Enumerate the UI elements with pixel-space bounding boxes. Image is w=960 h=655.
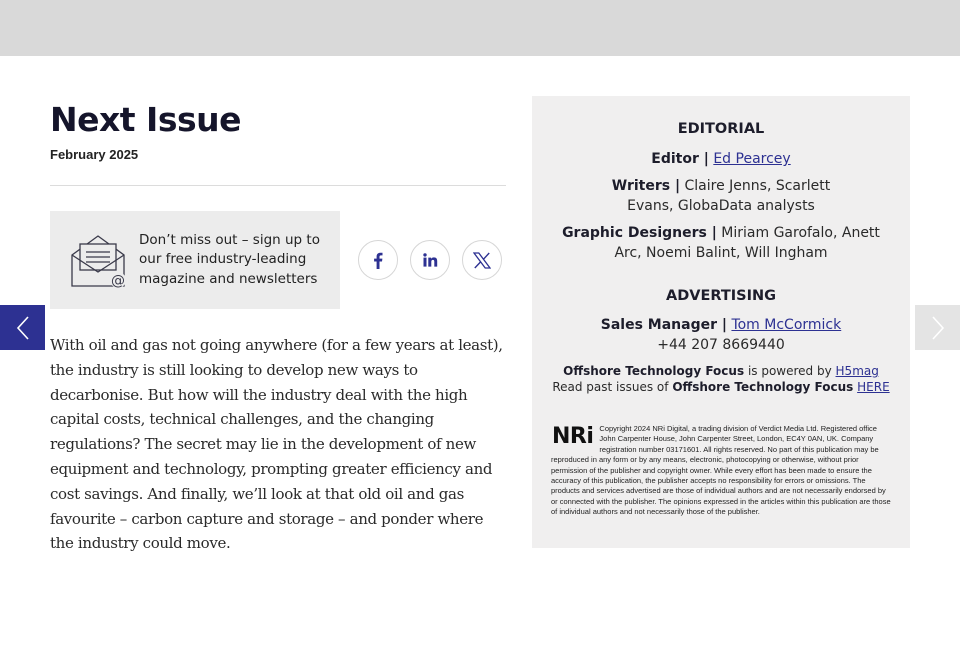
issue-description: With oil and gas not going anywhere (for a few years at least), the industry is still looking to develop new ways to decarbonise. But how will the industry deal with the high capital costs, technical challenges, and the changing regulations? The secret may lie in the development of new equipment and technology, prompting greater efficiency and cost savings. And finally, we’ll look at that old oil and gas favourite – carbon capture and storage – and ponder where the industry could move. [50, 336, 503, 553]
sales-manager-credit [532, 316, 910, 336]
x-share-button[interactable] [462, 240, 502, 280]
next-page-button[interactable] [915, 305, 960, 350]
advertising-heading: ADVERTISING [665, 288, 777, 304]
chevron-right-icon [930, 315, 946, 341]
credits-panel [532, 96, 910, 548]
editor-label: Editor | [651, 151, 709, 167]
chevron-left-icon [15, 315, 31, 341]
past-issues-line [532, 379, 910, 395]
previous-page-button[interactable] [0, 305, 45, 350]
designers-credit [532, 224, 910, 263]
powered-by-line [532, 363, 910, 379]
newsletter-signup-box[interactable] [50, 211, 340, 309]
svg-text:@: @ [111, 273, 125, 289]
linkedin-share-button[interactable] [410, 240, 450, 280]
writers-credit [532, 177, 910, 216]
next-issue-section [50, 96, 506, 553]
x-icon [473, 252, 491, 269]
issue-date: February 2025 [50, 147, 139, 162]
magazine-name-past: Offshore Technology Focus [672, 380, 854, 394]
page-title: Next Issue [50, 100, 241, 139]
writers-names: Claire Jenns, Scarlett Evans, GlobaData analysts [627, 178, 831, 214]
editor-credit [532, 150, 910, 170]
copyright-notice [551, 424, 891, 518]
copyright-text: Copyright 2024 NRi Digital, a trading division of Verdict Media Ltd. Registered office John Carpenter House, John Carpenter Street, London, EC4Y 0AN, UK. Company registration number 03171601. All rights reserved. No part of this publication may be reproduced in any form or by any means, electronic, photocopying or otherwise, without prior permission of the publisher and copyright owner. While every effort has been made to ensure the accuracy of this publication, the publisher accepts no responsibility for errors or omissions. The products and services advertised are those of individual authors and are not necessarily endorsed by or connected with the publisher. The opinions expressed in the articles within this publication are those of individual authors and not necessarily those of the publisher. [551, 424, 891, 517]
magazine-name: Offshore Technology Focus [563, 364, 745, 378]
editorial-heading: EDITORIAL [677, 121, 765, 137]
top-bar [0, 0, 960, 56]
newsletter-signup-text[interactable]: Don’t miss out – sign up to our free industry-leading magazine and newsletters [139, 231, 320, 287]
facebook-icon [373, 252, 383, 269]
envelope-at-icon [69, 231, 127, 289]
sales-manager-link[interactable]: Tom McCormick [731, 317, 842, 333]
facebook-share-button[interactable] [358, 240, 398, 280]
editor-link[interactable]: Ed Pearcey [713, 151, 791, 167]
sales-manager-label: Sales Manager | [600, 317, 727, 333]
writers-label: Writers | [611, 178, 681, 194]
phone-number: +44 207 8669440 [657, 337, 785, 353]
divider [50, 185, 506, 186]
linkedin-icon [423, 253, 438, 267]
designers-label: Graphic Designers | [562, 225, 717, 241]
past-issues-link[interactable]: HERE [857, 380, 890, 394]
designers-names: Miriam Garofalo, Anett Arc, Noemi Balint, Will Ingham [614, 225, 880, 261]
nri-logo: NRi [552, 424, 594, 449]
powered-by-text: is powered by [747, 364, 832, 378]
past-issues-text: Read past issues of [552, 380, 669, 394]
h5mag-link[interactable]: H5mag [835, 364, 879, 378]
